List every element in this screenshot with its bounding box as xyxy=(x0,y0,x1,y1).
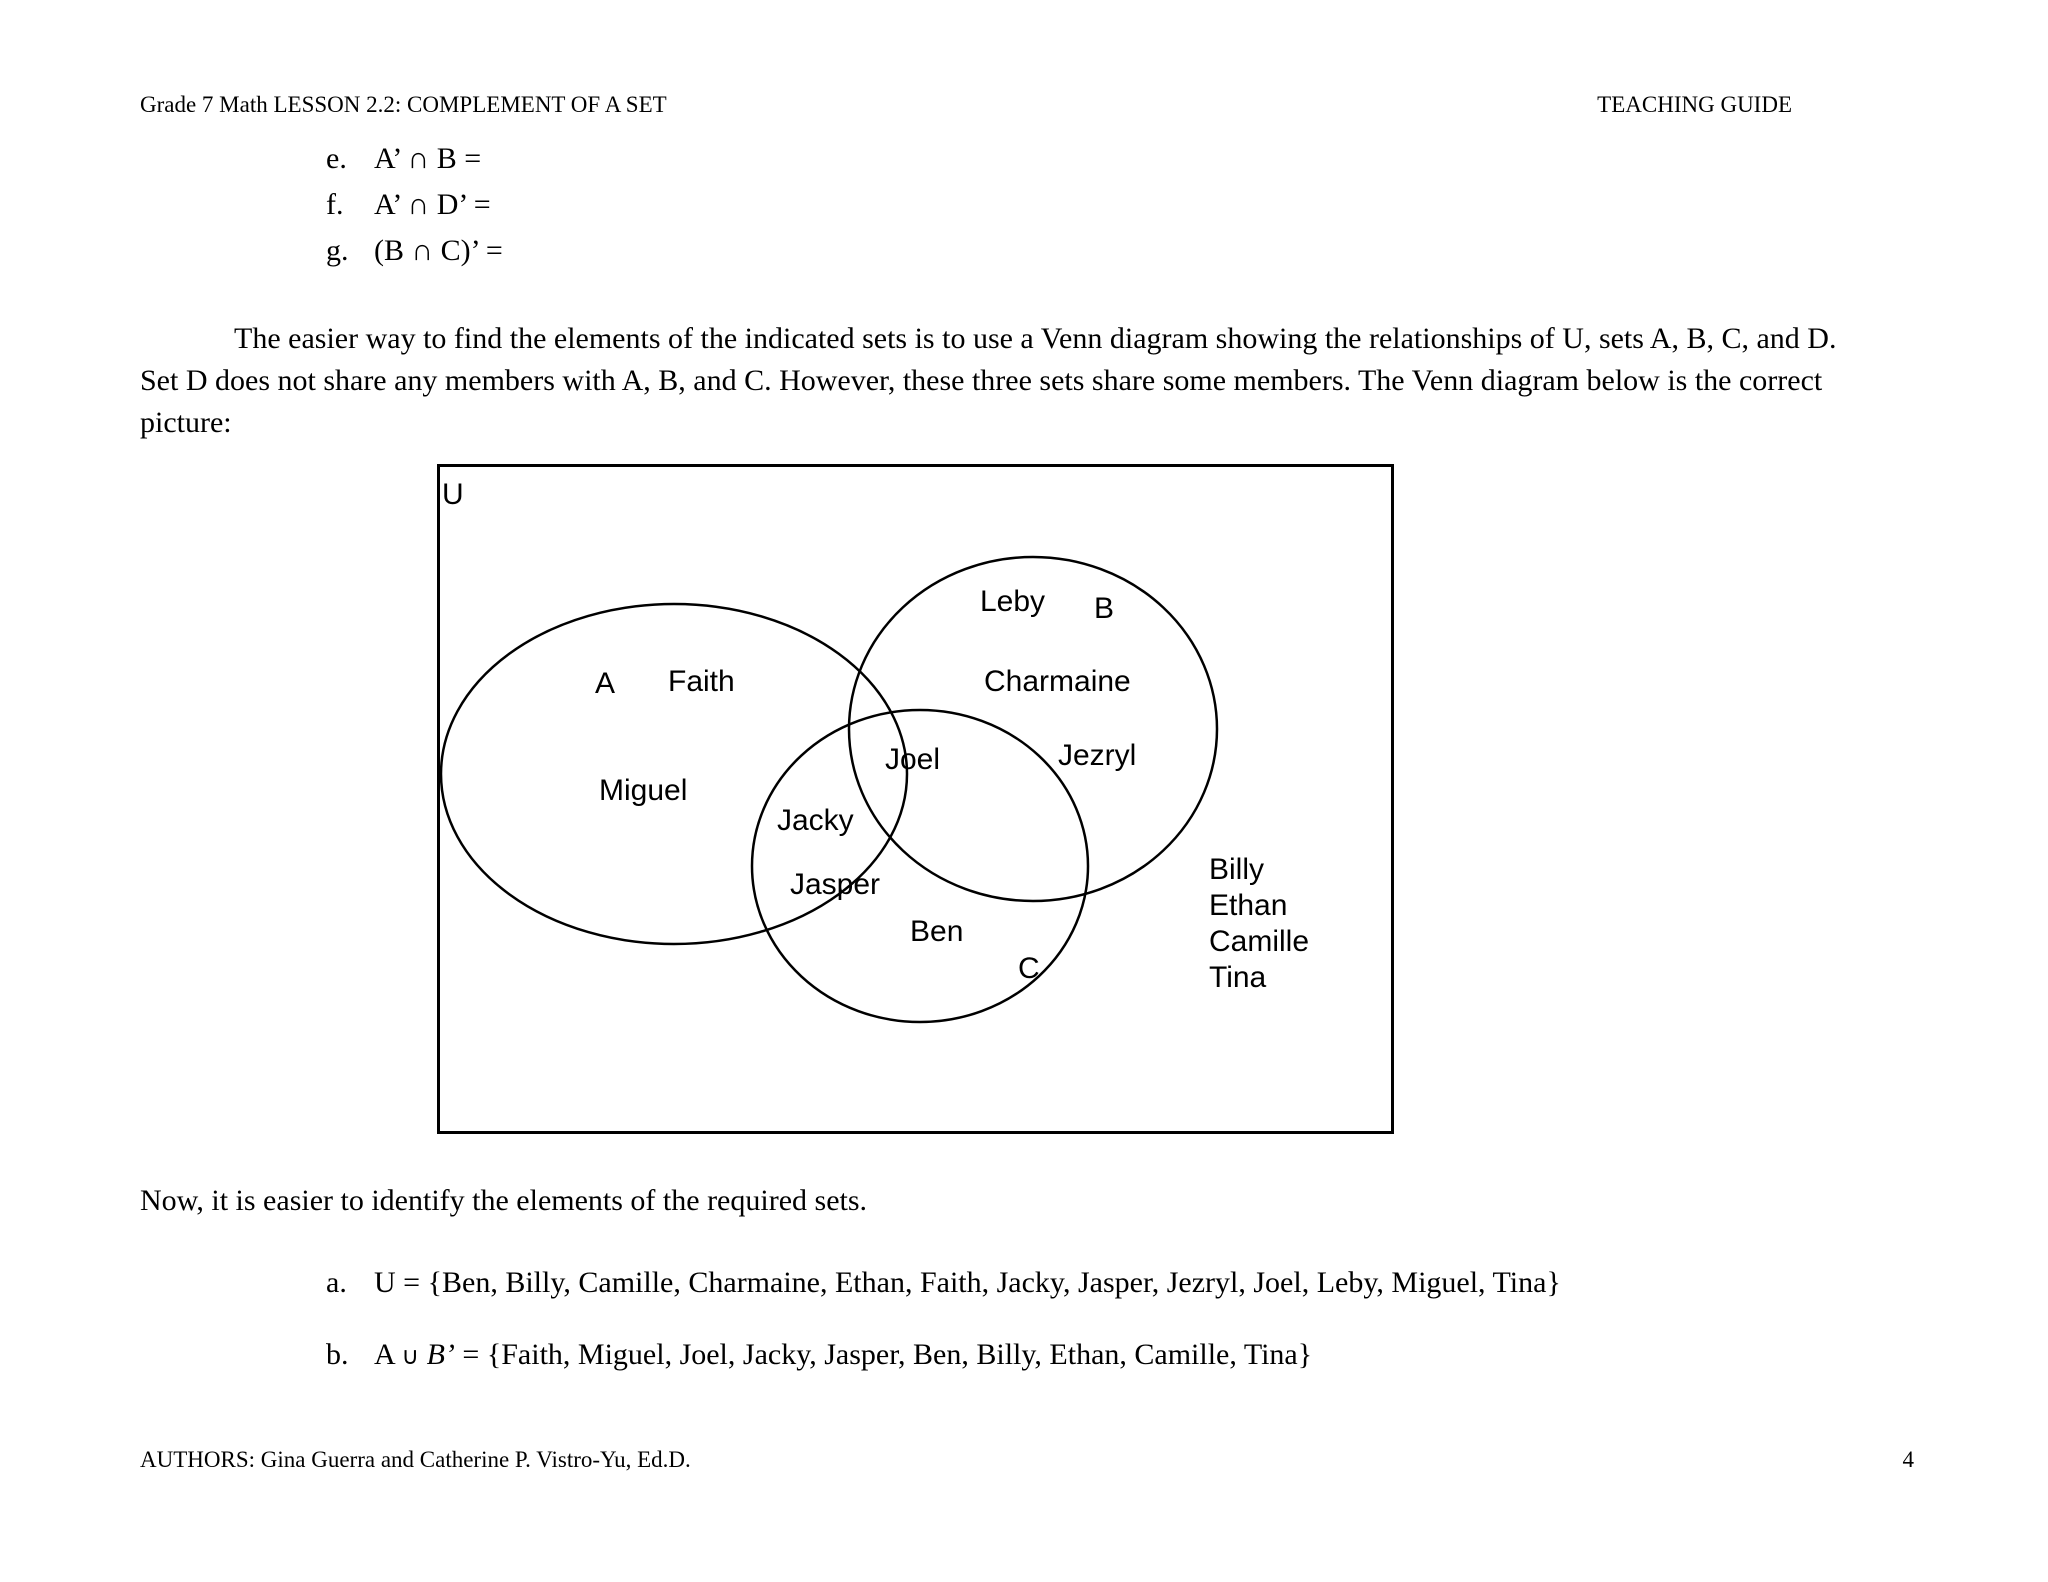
answer-item-b xyxy=(326,1338,1312,1372)
member-faith: Faith xyxy=(668,665,735,698)
exercise-letter: e. xyxy=(326,142,347,175)
member-leby: Leby xyxy=(980,585,1046,618)
answer-letter: a. xyxy=(326,1266,347,1299)
exercise-text: (B ∩ C)’ = xyxy=(374,234,503,267)
member-tina: Tina xyxy=(1209,961,1267,994)
member-ben: Ben xyxy=(910,915,964,948)
member-ethan: Ethan xyxy=(1209,889,1288,922)
exercise-item-g xyxy=(326,234,503,268)
header-guide-label: TEACHING GUIDE xyxy=(1597,92,1792,117)
exercise-item-e xyxy=(326,142,481,176)
answer-lhs-a: A xyxy=(374,1338,395,1371)
answer-lhs-b: B’ xyxy=(426,1338,455,1371)
now-sentence: Now, it is easier to identify the elements of the required sets. xyxy=(140,1184,868,1217)
page-number: 4 xyxy=(1902,1447,1914,1472)
answer-rhs: = {Faith, Miguel, Joel, Jacky, Jasper, Ben, Billy, Ethan, Camille, Tina} xyxy=(462,1338,1313,1371)
venn-diagram xyxy=(437,464,1394,1134)
paragraph-line: The easier way to find the elements of the indicated sets is to use a Venn diagram showing the relationships of U, sets A, B, C, and D. xyxy=(234,322,1837,355)
exercise-item-f xyxy=(326,188,491,222)
member-jacky: Jacky xyxy=(777,804,854,837)
member-joel: Joel xyxy=(885,743,941,776)
member-jezryl: Jezryl xyxy=(1058,739,1137,772)
union-symbol: ∪ xyxy=(401,1342,420,1370)
set-a-label: A xyxy=(595,667,616,700)
exercise-letter: g. xyxy=(326,234,349,267)
member-charmaine: Charmaine xyxy=(984,665,1131,698)
answer-rhs: = {Ben, Billy, Camille, Charmaine, Ethan, Faith, Jacky, Jasper, Jezryl, Joel, Leby, Miguel, Tina} xyxy=(403,1266,1561,1299)
universe-label: U xyxy=(442,478,464,511)
answer-lhs: U xyxy=(374,1266,396,1299)
set-c-label: C xyxy=(1018,952,1040,985)
answer-letter: b. xyxy=(326,1338,349,1371)
header-lesson-title: Grade 7 Math LESSON 2.2: COMPLEMENT OF A SET xyxy=(140,92,667,117)
member-miguel: Miguel xyxy=(599,774,688,807)
universe-rectangle xyxy=(439,466,1393,1133)
exercise-text: A’ ∩ D’ = xyxy=(374,188,491,221)
member-camille: Camille xyxy=(1209,925,1310,958)
exercise-text: A’ ∩ B = xyxy=(374,142,482,175)
set-b-label: B xyxy=(1094,592,1115,625)
footer-authors: AUTHORS: Gina Guerra and Catherine P. Vistro-Yu, Ed.D. xyxy=(140,1447,691,1472)
paragraph-line: picture: xyxy=(140,406,232,439)
member-jasper: Jasper xyxy=(790,868,881,901)
exercise-letter: f. xyxy=(326,188,344,221)
intro-paragraph xyxy=(140,318,1915,444)
answer-item-a xyxy=(326,1266,1561,1300)
member-billy: Billy xyxy=(1209,853,1265,886)
paragraph-line: Set D does not share any members with A, B, and C. However, these three sets share some members. The Venn diagram below is the correct xyxy=(140,364,1823,397)
